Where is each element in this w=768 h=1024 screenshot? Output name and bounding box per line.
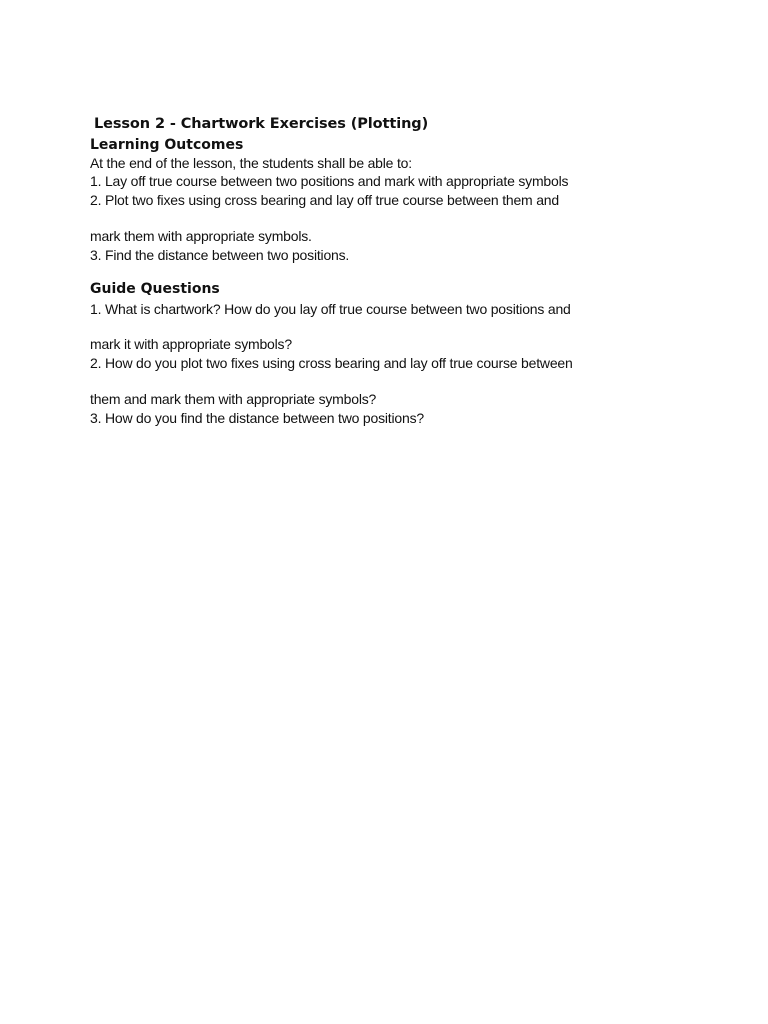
guide-question-1: 1. What is chartwork? How do you lay off true course between two positions and (90, 301, 571, 317)
learning-outcomes-heading: Learning Outcomes (90, 137, 244, 153)
learning-outcome-item-2: 2. Plot two fixes using cross bearing and lay off true course between them and (90, 192, 559, 208)
learning-outcome-item-2-continued: mark them with appropriate symbols. (90, 228, 312, 244)
guide-question-1-continued: mark it with appropriate symbols? (90, 336, 292, 352)
guide-questions-heading: Guide Questions (90, 281, 220, 297)
guide-question-3: 3. How do you find the distance between two positions? (90, 410, 424, 426)
guide-question-2-continued: them and mark them with appropriate symbols? (90, 391, 377, 407)
learning-outcome-item-3: 3. Find the distance between two positions. (90, 247, 350, 263)
lesson-title: Lesson 2 - Chartwork Exercises (Plotting) (94, 116, 429, 132)
learning-outcomes-intro: At the end of the lesson, the students shall be able to: (90, 155, 412, 171)
learning-outcome-item-1: 1. Lay off true course between two positions and mark with appropriate symbols (90, 173, 569, 189)
guide-question-2: 2. How do you plot two fixes using cross bearing and lay off true course between (90, 355, 573, 371)
